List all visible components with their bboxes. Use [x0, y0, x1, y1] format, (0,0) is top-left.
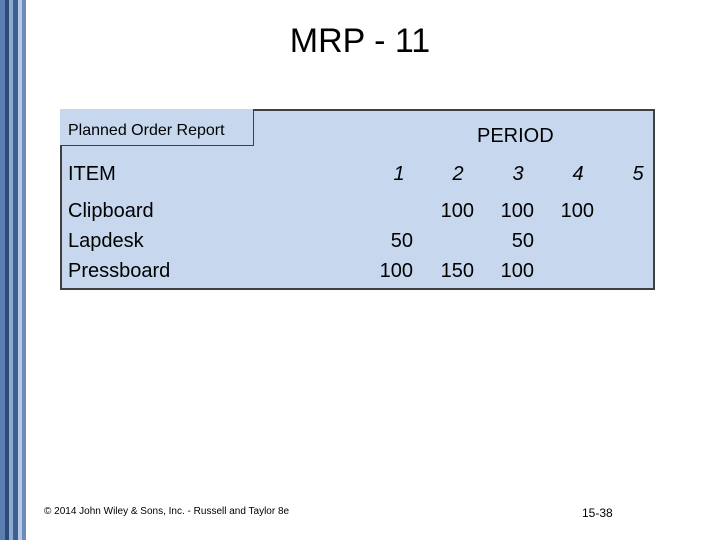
slide-title: MRP - 11 [289, 22, 431, 60]
decorative-stripe [22, 0, 26, 540]
item-lapdesk: Lapdesk [68, 230, 144, 252]
table-cell: 100 [379, 260, 413, 282]
table-cell: 100 [560, 200, 594, 222]
table-cell: 150 [440, 260, 474, 282]
report-label: Planned Order Report [60, 109, 254, 146]
period-header: PERIOD [477, 125, 554, 147]
table-cell: 50 [511, 230, 534, 252]
item-header: ITEM [68, 163, 116, 185]
item-pressboard: Pressboard [68, 260, 171, 282]
table-cell: 100 [500, 200, 534, 222]
period-number: 5 [632, 163, 644, 185]
period-number: 1 [393, 163, 405, 185]
copyright-footer: © 2014 John Wiley & Sons, Inc. - Russell and Taylor 8e [44, 506, 290, 517]
planned-order-report-table [60, 109, 655, 290]
period-number: 3 [512, 163, 524, 185]
period-number: 2 [452, 163, 464, 185]
table-cell: 100 [440, 200, 474, 222]
table-cell: 100 [500, 260, 534, 282]
period-number: 4 [572, 163, 584, 185]
item-clipboard: Clipboard [68, 200, 154, 222]
slide-number: 15-38 [582, 506, 613, 520]
table-cell: 50 [390, 230, 413, 252]
